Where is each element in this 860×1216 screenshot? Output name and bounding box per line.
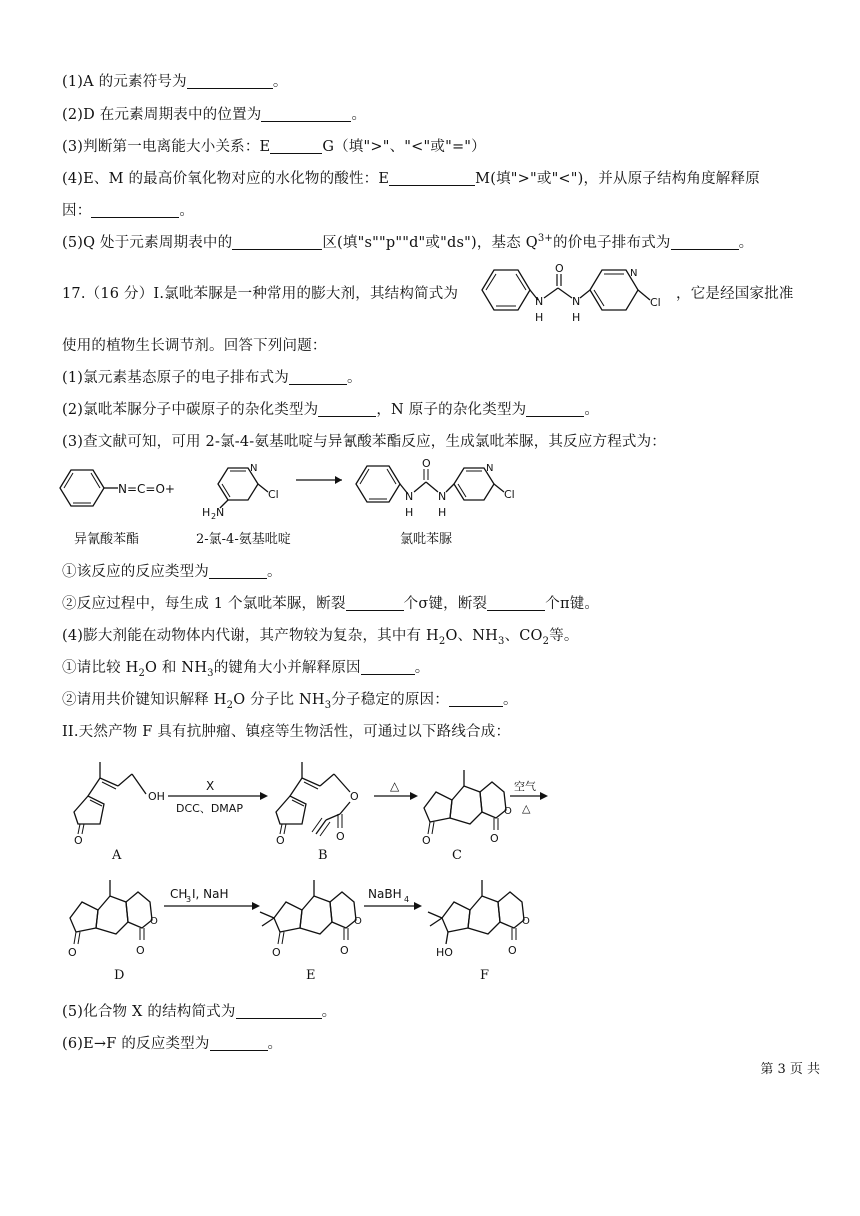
answer-blank[interactable] [209, 564, 267, 580]
svg-text:4: 4 [404, 895, 410, 904]
q16-part5: (5)Q 处于元素周期表中的 区(填"s""p""d"或"ds")，基态 $Q^{3+}$的价电子排布式为 。 [62, 233, 754, 251]
compound-label-c: C [452, 848, 462, 863]
svg-text:H: H [535, 311, 544, 324]
svg-text:N: N [572, 295, 581, 308]
svg-text:H: H [405, 506, 414, 519]
q17-intro: 17.（16 分）I.氯吡苯脲是一种常用的膨大剂，其结构简式为 [62, 286, 459, 302]
svg-text:O: O [272, 946, 281, 959]
answer-blank[interactable] [526, 402, 584, 418]
svg-text:O: O [136, 944, 145, 957]
answer-blank[interactable] [289, 370, 347, 386]
q17-part2: (2)氯吡苯脲分子中碳原子的杂化类型为 ，N 原子的杂化类型为 。 [62, 402, 600, 418]
svg-text:空气: 空气 [514, 780, 536, 793]
svg-text:N: N [438, 490, 447, 503]
compound-label-e: E [306, 968, 316, 983]
label-phenyl-isocyanate: 异氰酸苯酯 [74, 532, 140, 547]
answer-blank[interactable] [389, 171, 475, 187]
svg-text:△: △ [522, 802, 531, 815]
q17-part4-2: ②请用共价键知识解释 $H_2O$ 分子比 $NH_3$分子稳定的原因： 。 [62, 692, 518, 711]
answer-blank[interactable] [210, 1036, 268, 1052]
svg-text:Cl: Cl [650, 296, 661, 309]
q16-part3: (3)判断第一电离能大小关系：E G（填">"、"<"或"="） [62, 139, 486, 155]
svg-text:O: O [336, 830, 345, 843]
svg-text:N: N [216, 506, 225, 519]
q16-part1: (1)A 的元素符号为 。 [62, 74, 288, 90]
answer-blank[interactable] [671, 235, 739, 251]
svg-text:O: O [490, 832, 499, 845]
svg-text:2: 2 [211, 512, 217, 521]
q17-intro-end: ，它是经国家批准 [676, 286, 794, 302]
label-forchlorfenuron: 氯吡苯脲 [400, 532, 453, 547]
q17-part3-2: ②反应过程中，每生成 1 个氯吡苯脲，断裂 个σ键，断裂 个π键。 [62, 596, 600, 612]
svg-text:HO: HO [436, 946, 453, 959]
svg-text:N: N [486, 463, 494, 474]
answer-blank[interactable] [346, 596, 404, 612]
svg-text:O: O [74, 834, 83, 847]
q16-part2: (2)D 在元素周期表中的位置为 。 [62, 107, 367, 123]
svg-text:O: O [276, 834, 285, 847]
q17-intro-cont: 使用的植物生长调节剂。回答下列问题： [62, 338, 327, 354]
svg-text:DCC、DMAP: DCC、DMAP [176, 802, 243, 815]
compound-label-f: F [480, 968, 490, 983]
q17-part4: (4)膨大剂能在动物体内代谢，其产物较为复杂，其中有 $H_2O$、$NH_3$、$CO_2$等。 [62, 628, 579, 647]
q16-part4-cont: 因： 。 [62, 203, 195, 219]
svg-text:CH: CH [170, 887, 188, 901]
answer-blank[interactable] [91, 203, 179, 219]
svg-text:X: X [206, 779, 215, 793]
svg-text:O: O [354, 916, 362, 927]
synthesis-row2 [60, 868, 550, 968]
forchlorfenuron-structure [478, 258, 678, 328]
q16-part4: (4)E、M 的最高价氧化物对应的水化物的酸性：E M(填">"或"<")，并从原子结构角度解释原 [62, 171, 760, 187]
svg-text:H: H [202, 506, 211, 519]
svg-text:O: O [150, 916, 158, 927]
svg-text:H: H [438, 506, 447, 519]
synthesis-row1 [60, 752, 550, 862]
answer-blank[interactable] [270, 139, 322, 155]
q17-part3: (3)查文献可知，可用 2-氯-4-氨基吡啶与异氰酸苯酯反应，生成氯吡苯脲，其反应方程式为： [62, 434, 666, 450]
svg-text:O: O [422, 834, 431, 847]
compound-label-d: D [114, 968, 125, 983]
q17-part5: (5)化合物 X 的结构简式为 。 [62, 1004, 337, 1020]
svg-text:O: O [508, 944, 517, 957]
svg-text:O: O [504, 806, 512, 817]
reaction-equation [56, 458, 576, 528]
compound-label-b: B [318, 848, 328, 863]
svg-text:O: O [522, 916, 530, 927]
svg-text:N=C=O+: N=C=O+ [118, 482, 175, 496]
svg-text:N: N [535, 295, 544, 308]
page-number: 第 3 页 共 [760, 1062, 820, 1077]
svg-text:I, NaH: I, NaH [192, 887, 229, 901]
answer-blank[interactable] [236, 1004, 322, 1020]
answer-blank[interactable] [318, 402, 376, 418]
q17-part6: (6)E→F 的反应类型为 。 [62, 1036, 283, 1052]
svg-text:NaBH: NaBH [368, 887, 402, 901]
q17-part1: (1)氯元素基态原子的电子排布式为 。 [62, 370, 362, 386]
svg-text:O: O [350, 790, 359, 803]
svg-text:N: N [630, 268, 638, 279]
answer-blank[interactable] [449, 692, 503, 708]
answer-blank[interactable] [261, 107, 351, 123]
q17-part2-intro: II.天然产物 F 具有抗肿瘤、镇痉等生物活性，可通过以下路线合成： [62, 724, 511, 740]
answer-blank[interactable] [361, 660, 415, 676]
svg-text:3: 3 [186, 895, 192, 904]
answer-blank[interactable] [232, 235, 322, 251]
answer-blank[interactable] [487, 596, 545, 612]
q17-part4-1: ①请比较 $H_2O$ 和 $NH_3$的键角大小并解释原因 。 [62, 660, 430, 679]
q17-part3-1: ①该反应的反应类型为 。 [62, 564, 282, 580]
svg-text:Cl: Cl [504, 488, 515, 501]
svg-text:OH: OH [148, 790, 165, 803]
svg-text:O: O [340, 944, 349, 957]
svg-text:O: O [422, 457, 431, 470]
svg-text:△: △ [390, 779, 400, 793]
compound-label-a: A [112, 848, 122, 863]
svg-text:Cl: Cl [268, 488, 279, 501]
svg-text:O: O [555, 262, 564, 275]
svg-text:N: N [250, 463, 258, 474]
svg-text:O: O [68, 946, 77, 959]
svg-text:N: N [405, 490, 414, 503]
label-aminochloropyridine: 2-氯-4-氨基吡啶 [196, 532, 291, 547]
answer-blank[interactable] [187, 74, 273, 90]
svg-text:H: H [572, 311, 581, 324]
